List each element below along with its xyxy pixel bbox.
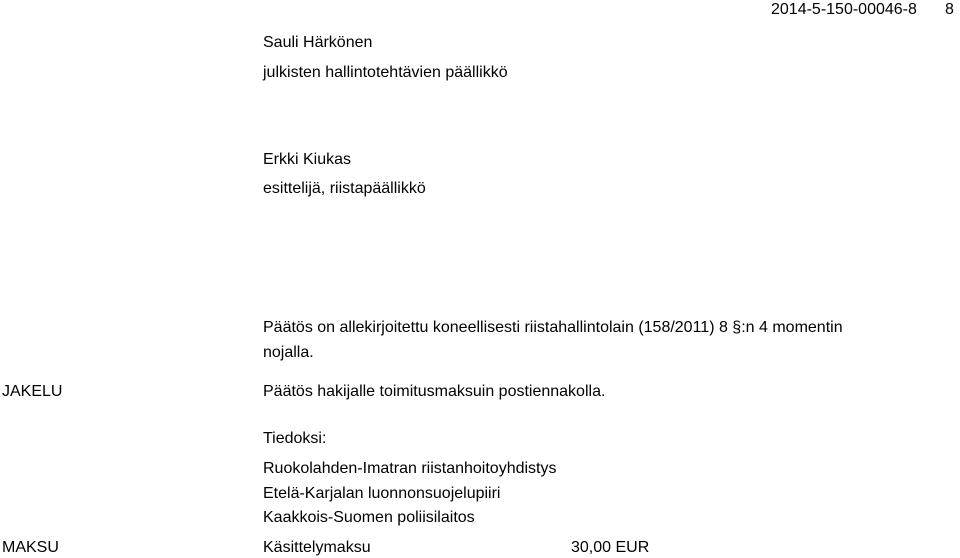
presenter-title: esittelijä, riistapäällikkö (263, 180, 426, 197)
fee-amount: 30,00 EUR (571, 539, 650, 556)
page-number: 8 (945, 1, 954, 18)
info-recipients-label: Tiedoksi: (263, 430, 327, 447)
signer-title: julkisten hallintotehtävien päällikkö (263, 64, 508, 81)
fee-label: MAKSU (2, 539, 59, 556)
signing-note-line-1: Päätös on allekirjoitettu koneellisesti riistahallintolain (158/2011) 8 §:n 4 momentin (263, 319, 843, 336)
recipient-item: Ruokolahden-Imatran riistanhoitoyhdistys (263, 460, 557, 477)
signer-name: Sauli Härkönen (263, 34, 373, 51)
recipient-item: Etelä-Karjalan luonnonsuojelupiiri (263, 485, 501, 502)
recipient-item: Kaakkois-Suomen poliisilaitos (263, 509, 475, 526)
document-number: 2014-5-150-00046-8 (771, 1, 917, 18)
presenter-name: Erkki Kiukas (263, 151, 352, 168)
distribution-label: JAKELU (2, 383, 63, 400)
distribution-text: Päätös hakijalle toimitusmaksuin postiennakolla. (263, 383, 606, 400)
fee-item: Käsittelymaksu (263, 539, 371, 556)
signing-note-line-2: nojalla. (263, 344, 314, 361)
